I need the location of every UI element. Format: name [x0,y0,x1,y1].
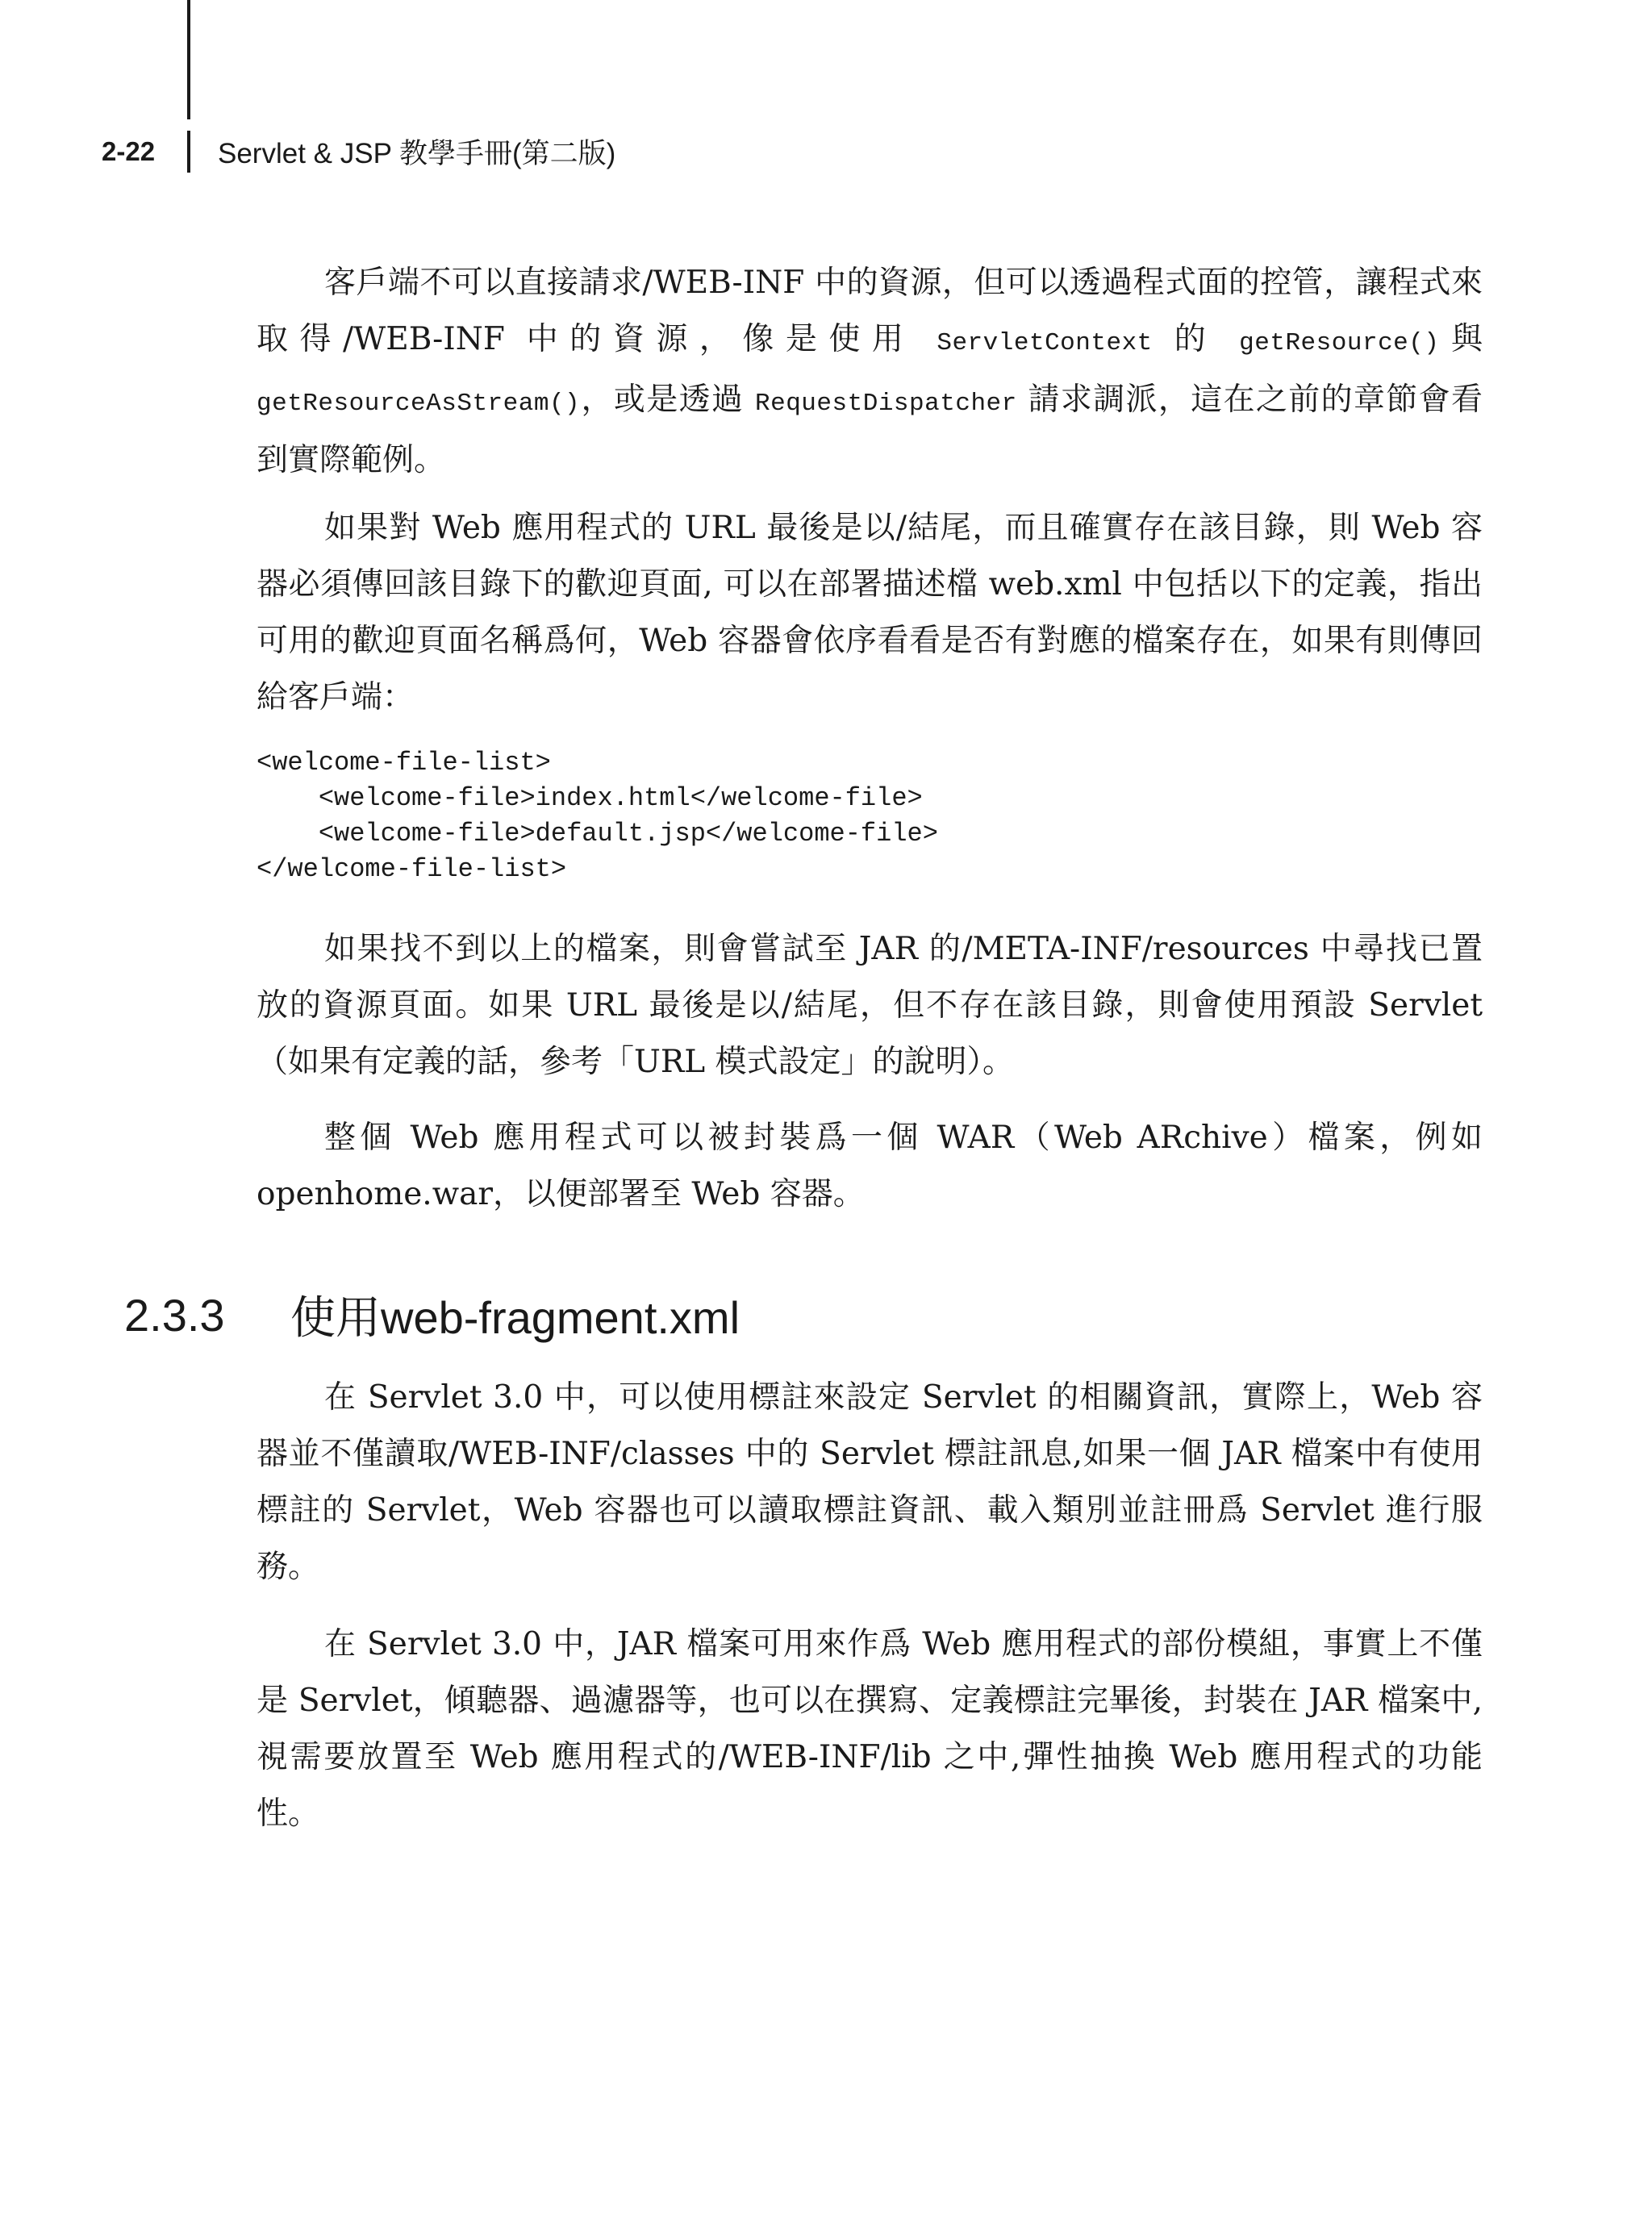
paragraph-2: 如果對 Web 應用程式的 URL 最後是以/結尾，而且確實存在該目錄，則 Web 容器必須傳回該目錄下的歡迎頁面, 可以在部署描述檔 web.xml 中包括以下的定義，指出可用的歡迎頁面名稱爲何，Web 容器會依序看看是否有對應的檔案存在，如果有則傳回給客戶端： [257,510,1483,715]
page-header [102,129,616,174]
code-line-1: <welcome-file-list> [257,748,551,778]
paragraph-1-text-c: 與 [1439,321,1483,357]
section-heading [124,1283,740,1347]
code-getresource: getResource() [1239,329,1440,357]
paragraph-1-text-e: 請求調派，這在之前的章節會看到實際範例。 [257,382,1483,478]
book-title: Servlet & JSP 教學手冊(第二版) [218,138,616,169]
paragraph-1 [257,255,1483,489]
paragraph-3: 如果找不到以上的檔案，則會嘗試至 JAR 的/META-INF/resources 中尋找已置放的資源頁面。如果 URL 最後是以/結尾，但不存在該目錄，則會使用預設 Servlet（如果有定義的話，參考「URL 模式設定」的說明）。 [257,931,1483,1080]
page-number: 2-22 [102,136,156,166]
section-title: 使用web-fragment.xml [290,1292,740,1343]
code-line-2: <welcome-file>index.html</welcome-file> [257,783,923,813]
paragraph-1-text-b: 的 [1152,321,1240,357]
paragraph-4: 整個 Web 應用程式可以被封裝爲一個 WAR（Web ARchive）檔案，例如 openhome.war，以便部署至 Web 容器。 [257,1120,1483,1212]
paragraph-6: 在 Servlet 3.0 中，JAR 檔案可用來作爲 Web 應用程式的部份模組，事實上不僅是 Servlet，傾聽器、過濾器等，也可以在撰寫、定義標註完畢後，封裝在 JAR 檔案中,視需要放置至 Web 應用程式的/WEB-INF/lib 之中,彈性抽換 Web 應用程式的功能性。 [257,1626,1483,1832]
code-line-3: <welcome-file>default.jsp</welcome-file> [257,819,938,849]
code-line-4: </welcome-file-list> [257,854,567,884]
header-divider-top [187,0,190,119]
section-number: 2.3.3 [124,1289,225,1341]
paragraph-1-text-a: 客戶端不可以直接請求/WEB-INF 中的資源，但可以透過程式面的控管，讓程式來取得/WEB-INF 中的資源，像是使用 [257,265,1483,357]
code-requestdispatcher: RequestDispatcher [755,390,1017,418]
code-block-welcome-file-list [257,745,1483,887]
code-getresourceasstream: getResourceAsStream() [257,390,581,418]
paragraph-1-text-d: ，或是透過 [580,382,755,418]
code-servletcontext: ServletContext [937,329,1153,357]
paragraph-5: 在 Servlet 3.0 中，可以使用標註來設定 Servlet 的相關資訊，實際上，Web 容器並不僅讀取/WEB-INF/classes 中的 Servlet 標註訊息,如果一個 JAR 檔案中有使用標註的 Servlet，Web 容器也可以讀取標註資訊、載入類別並註冊爲 Servlet 進行服務。 [257,1379,1483,1585]
